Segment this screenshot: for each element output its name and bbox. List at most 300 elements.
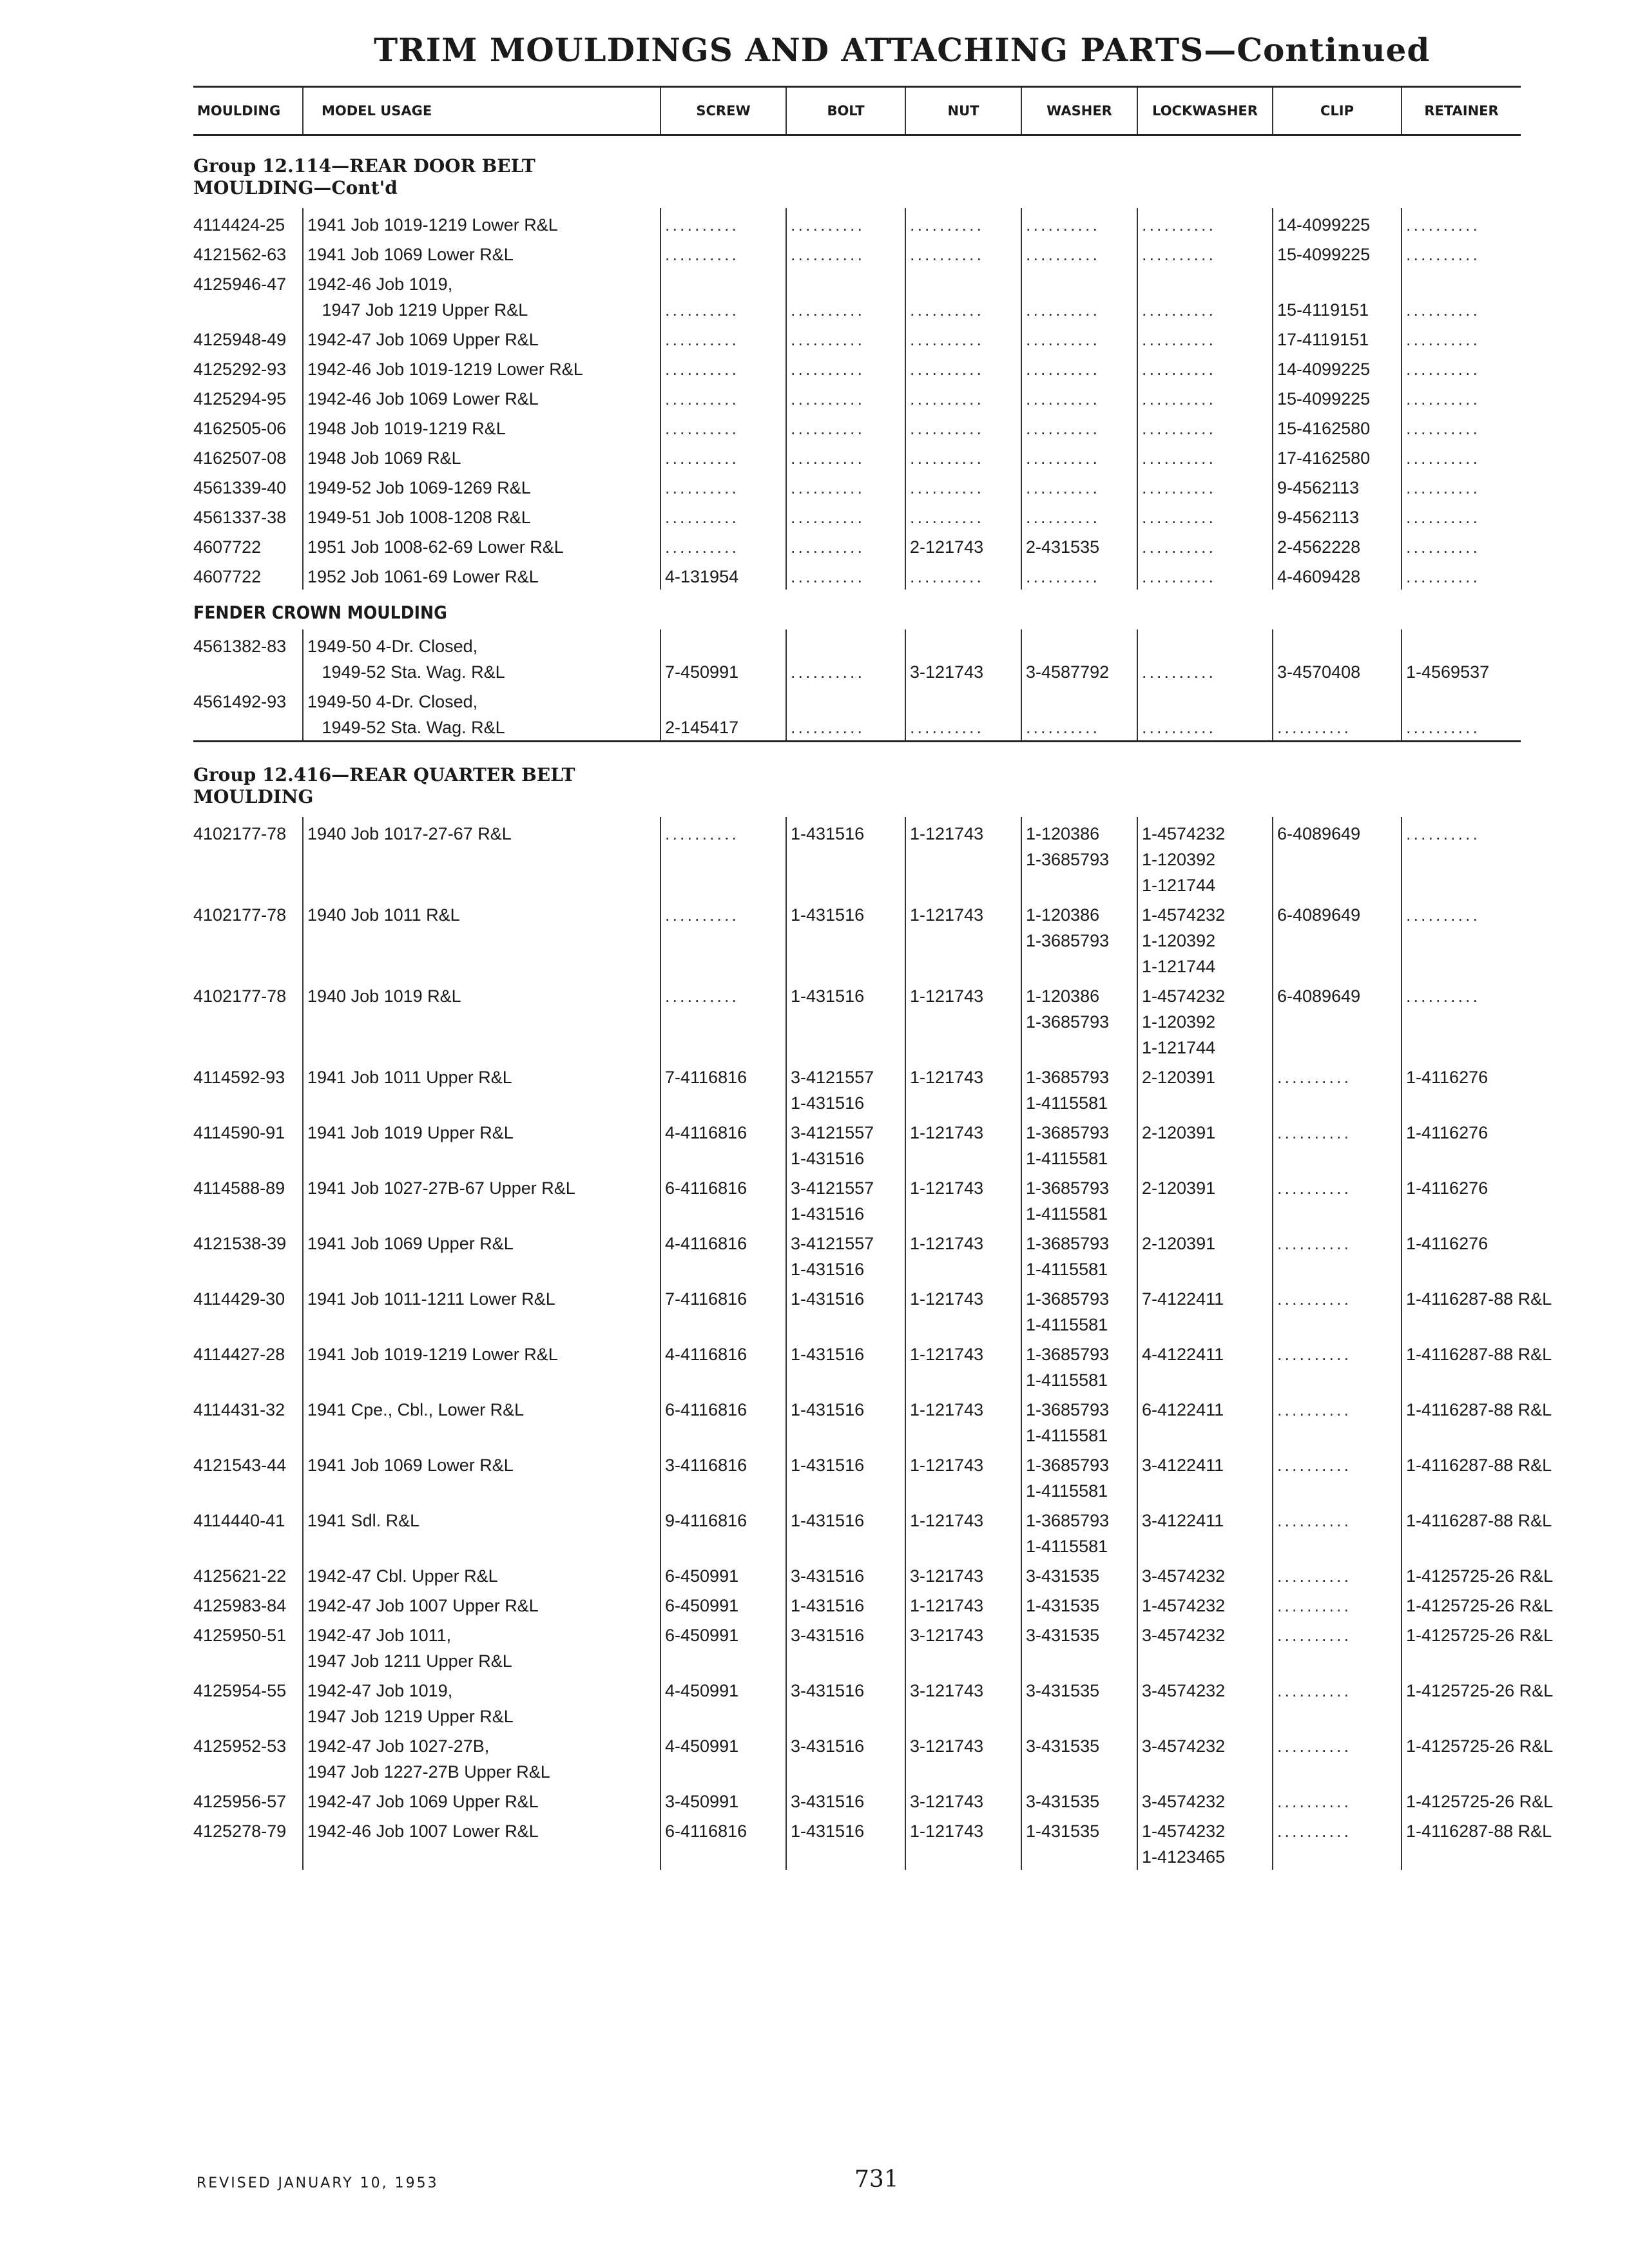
cell-retainer: ..........: [1402, 471, 1521, 501]
table-row: [193, 382, 1521, 412]
cell-retainer: ..........: [1402, 323, 1521, 352]
col-lockwasher: LOCKWASHER: [1137, 87, 1273, 135]
cell-screw: ..........: [660, 817, 786, 898]
cell-washer: ..........: [1021, 208, 1137, 238]
page-title: TRIM MOULDINGS AND ATTACHING PARTS—Continued: [374, 31, 1431, 69]
cell-bolt: 3-431516: [786, 1619, 905, 1674]
table-row: [193, 1116, 1521, 1171]
cell-screw: 7-4116816: [660, 1061, 786, 1116]
cell-bolt: 1-431516: [786, 1814, 905, 1870]
cell-washer: 1-120386 1-3685793: [1021, 817, 1137, 898]
cell-washer: ..........: [1021, 267, 1137, 323]
cell-lockwasher: 6-4122411: [1137, 1393, 1273, 1448]
table-row: [193, 1559, 1521, 1589]
cell-retainer: 1-4116276: [1402, 1116, 1521, 1171]
cell-moulding: 4125294-95: [193, 389, 287, 408]
cell-washer: ..........: [1021, 382, 1137, 412]
fender-crown-heading: [193, 590, 1521, 629]
cell-nut: 3-121743: [905, 1785, 1021, 1814]
cell-lockwasher: 2-120391: [1137, 1061, 1273, 1116]
cell-retainer: 1-4569537: [1402, 629, 1521, 685]
cell-bolt: 1-431516: [786, 1504, 905, 1559]
cell-clip: ..........: [1273, 1814, 1402, 1870]
cell-lockwasher: 1-4574232 1-120392 1-121744: [1137, 898, 1273, 979]
cell-usage: 1942-47 Cbl. Upper R&L: [303, 1559, 660, 1589]
table-row: [193, 1393, 1521, 1448]
cell-retainer: ..........: [1402, 530, 1521, 560]
cell-retainer: ..........: [1402, 898, 1521, 979]
cell-lockwasher: 1-4574232 1-4123465: [1137, 1814, 1273, 1870]
cell-lockwasher: 7-4122411: [1137, 1282, 1273, 1338]
table-row: [193, 1504, 1521, 1559]
cell-washer: ..........: [1021, 501, 1137, 530]
cell-nut: 1-121743: [905, 1589, 1021, 1619]
cell-usage: 1942-47 Job 1027-27B, 1947 Job 1227-27B Upper R&L: [303, 1729, 660, 1785]
cell-retainer: ..........: [1402, 501, 1521, 530]
cell-nut: 3-121743: [905, 1674, 1021, 1729]
cell-nut: ..........: [905, 208, 1021, 238]
cell-bolt: 1-431516: [786, 1338, 905, 1393]
cell-bolt: ..........: [786, 382, 905, 412]
cell-moulding: 4114592-93: [193, 1068, 285, 1087]
cell-moulding: 4114590-91: [193, 1123, 285, 1142]
cell-usage: 1949-51 Job 1008-1208 R&L: [303, 501, 660, 530]
cell-screw: 4-4116816: [660, 1338, 786, 1393]
cell-nut: 1-121743: [905, 898, 1021, 979]
cell-screw: ..........: [660, 352, 786, 382]
cell-clip: 9-4562113: [1273, 471, 1402, 501]
table-row: [193, 1061, 1521, 1116]
cell-retainer: ..........: [1402, 352, 1521, 382]
group-heading-12-114: [193, 135, 1521, 209]
cell-bolt: ..........: [786, 471, 905, 501]
cell-washer: 1-3685793 1-4115581: [1021, 1393, 1137, 1448]
cell-usage: 1949-50 4-Dr. Closed, 1949-52 Sta. Wag. R&L: [303, 685, 660, 742]
cell-screw: 9-4116816: [660, 1504, 786, 1559]
table-row: [193, 238, 1521, 267]
cell-washer: 1-3685793 1-4115581: [1021, 1448, 1137, 1504]
cell-bolt: ..........: [786, 560, 905, 590]
cell-lockwasher: ..........: [1137, 530, 1273, 560]
cell-lockwasher: 3-4122411: [1137, 1504, 1273, 1559]
cell-nut: ..........: [905, 471, 1021, 501]
cell-moulding: 4102177-78: [193, 824, 287, 843]
cell-clip: ..........: [1273, 1338, 1402, 1393]
cell-moulding: 4121538-39: [193, 1234, 287, 1253]
cell-washer: 3-431535: [1021, 1559, 1137, 1589]
cell-lockwasher: 3-4574232: [1137, 1619, 1273, 1674]
cell-lockwasher: ..........: [1137, 352, 1273, 382]
cell-retainer: ..........: [1402, 382, 1521, 412]
cell-nut: 3-121743: [905, 1619, 1021, 1674]
cell-retainer: 1-4116287-88 R&L: [1402, 1504, 1521, 1559]
cell-clip: 3-4570408: [1273, 629, 1402, 685]
cell-washer: ..........: [1021, 238, 1137, 267]
cell-nut: 1-121743: [905, 1393, 1021, 1448]
cell-usage: 1942-47 Job 1011, 1947 Job 1211 Upper R&L: [303, 1619, 660, 1674]
table-row: [193, 208, 1521, 238]
table-row: [193, 1171, 1521, 1227]
table-row: [193, 323, 1521, 352]
cell-retainer: 1-4116276: [1402, 1227, 1521, 1282]
cell-lockwasher: ..........: [1137, 412, 1273, 441]
cell-bolt: 1-431516: [786, 1448, 905, 1504]
cell-retainer: ..........: [1402, 208, 1521, 238]
table-row: [193, 1785, 1521, 1814]
cell-clip: 2-4562228: [1273, 530, 1402, 560]
table-row: [193, 1729, 1521, 1785]
cell-washer: 1-431535: [1021, 1589, 1137, 1619]
cell-screw: ..........: [660, 208, 786, 238]
cell-clip: 4-4609428: [1273, 560, 1402, 590]
cell-moulding: 4125292-93: [193, 360, 287, 379]
table-row: [193, 530, 1521, 560]
cell-screw: ..........: [660, 530, 786, 560]
cell-lockwasher: ..........: [1137, 501, 1273, 530]
cell-screw: ..........: [660, 267, 786, 323]
cell-usage: 1942-47 Job 1069 Upper R&L: [303, 1785, 660, 1814]
cell-retainer: ..........: [1402, 238, 1521, 267]
cell-washer: ..........: [1021, 685, 1137, 742]
cell-washer: 1-120386 1-3685793: [1021, 979, 1137, 1061]
cell-nut: 3-121743: [905, 1559, 1021, 1589]
cell-retainer: ..........: [1402, 441, 1521, 471]
col-clip: CLIP: [1273, 87, 1402, 135]
cell-clip: ..........: [1273, 685, 1402, 742]
col-retainer: RETAINER: [1402, 87, 1521, 135]
cell-bolt: 1-431516: [786, 817, 905, 898]
cell-nut: 1-121743: [905, 1116, 1021, 1171]
cell-clip: 6-4089649: [1273, 979, 1402, 1061]
cell-moulding: 4114427-28: [193, 1345, 285, 1364]
cell-clip: ..........: [1273, 1448, 1402, 1504]
cell-bolt: 3-431516: [786, 1785, 905, 1814]
cell-clip: ..........: [1273, 1589, 1402, 1619]
cell-washer: ..........: [1021, 352, 1137, 382]
cell-retainer: 1-4116287-88 R&L: [1402, 1814, 1521, 1870]
parts-table: [193, 86, 1554, 1870]
cell-nut: 3-121743: [905, 1729, 1021, 1785]
cell-screw: ..........: [660, 979, 786, 1061]
table-row: [193, 1448, 1521, 1504]
cell-lockwasher: ..........: [1137, 441, 1273, 471]
cell-nut: 1-121743: [905, 817, 1021, 898]
cell-retainer: 1-4125725-26 R&L: [1402, 1729, 1521, 1785]
cell-screw: 6-450991: [660, 1619, 786, 1674]
cell-washer: 1-3685793 1-4115581: [1021, 1504, 1137, 1559]
cell-clip: ..........: [1273, 1504, 1402, 1559]
cell-retainer: ..........: [1402, 685, 1521, 742]
cell-usage: 1940 Job 1011 R&L: [303, 898, 660, 979]
cell-clip: ..........: [1273, 1559, 1402, 1589]
cell-retainer: ..........: [1402, 817, 1521, 898]
table-row: [193, 1589, 1521, 1619]
cell-moulding: 4125946-47: [193, 274, 287, 294]
col-screw: SCREW: [660, 87, 786, 135]
cell-retainer: 1-4125725-26 R&L: [1402, 1619, 1521, 1674]
cell-moulding: 4125278-79: [193, 1821, 287, 1841]
cell-clip: ..........: [1273, 1116, 1402, 1171]
cell-nut: 2-121743: [905, 530, 1021, 560]
table-row: [193, 685, 1521, 742]
cell-clip: 15-4119151: [1273, 267, 1402, 323]
cell-bolt: ..........: [786, 629, 905, 685]
cell-bolt: 3-4121557 1-431516: [786, 1227, 905, 1282]
cell-lockwasher: 3-4122411: [1137, 1448, 1273, 1504]
cell-washer: ..........: [1021, 412, 1137, 441]
cell-screw: 3-450991: [660, 1785, 786, 1814]
cell-nut: ..........: [905, 238, 1021, 267]
cell-lockwasher: ..........: [1137, 267, 1273, 323]
cell-usage: 1941 Job 1069 Lower R&L: [303, 238, 660, 267]
cell-nut: 1-121743: [905, 1061, 1021, 1116]
cell-bolt: 1-431516: [786, 1282, 905, 1338]
cell-moulding: 4607722: [193, 537, 262, 557]
cell-lockwasher: 2-120391: [1137, 1116, 1273, 1171]
cell-lockwasher: 3-4574232: [1137, 1559, 1273, 1589]
cell-usage: 1941 Job 1069 Upper R&L: [303, 1227, 660, 1282]
cell-washer: 1-3685793 1-4115581: [1021, 1227, 1137, 1282]
cell-clip: 14-4099225: [1273, 208, 1402, 238]
cell-moulding: 4561492-93: [193, 692, 287, 711]
cell-usage: 1942-46 Job 1007 Lower R&L: [303, 1814, 660, 1870]
cell-retainer: 1-4116276: [1402, 1061, 1521, 1116]
cell-washer: 1-3685793 1-4115581: [1021, 1116, 1137, 1171]
table-row: [193, 817, 1521, 898]
cell-moulding: 4162505-06: [193, 419, 287, 438]
cell-washer: 1-3685793 1-4115581: [1021, 1282, 1137, 1338]
table-row: [193, 1282, 1521, 1338]
col-bolt: BOLT: [786, 87, 905, 135]
cell-bolt: ..........: [786, 267, 905, 323]
cell-nut: 1-121743: [905, 1814, 1021, 1870]
cell-usage: 1941 Job 1027-27B-67 Upper R&L: [303, 1171, 660, 1227]
cell-screw: 4-4116816: [660, 1116, 786, 1171]
cell-nut: ..........: [905, 267, 1021, 323]
table-row: [193, 1814, 1521, 1870]
cell-nut: 3-121743: [905, 629, 1021, 685]
cell-bolt: 3-4121557 1-431516: [786, 1116, 905, 1171]
cell-screw: ..........: [660, 471, 786, 501]
cell-screw: ..........: [660, 238, 786, 267]
cell-moulding: 4561337-38: [193, 508, 287, 527]
cell-bolt: ..........: [786, 352, 905, 382]
cell-moulding: 4125948-49: [193, 330, 287, 349]
table-row: [193, 1674, 1521, 1729]
cell-moulding: 4102177-78: [193, 905, 287, 925]
cell-retainer: 1-4116287-88 R&L: [1402, 1393, 1521, 1448]
cell-bolt: ..........: [786, 238, 905, 267]
cell-usage: 1941 Job 1011-1211 Lower R&L: [303, 1282, 660, 1338]
cell-moulding: 4125956-57: [193, 1792, 287, 1811]
cell-moulding: 4162507-08: [193, 448, 287, 468]
cell-bolt: ..........: [786, 412, 905, 441]
cell-bolt: 1-431516: [786, 979, 905, 1061]
cell-screw: ..........: [660, 441, 786, 471]
cell-lockwasher: 1-4574232: [1137, 1589, 1273, 1619]
cell-screw: ..........: [660, 501, 786, 530]
cell-nut: 1-121743: [905, 1448, 1021, 1504]
cell-clip: 15-4099225: [1273, 382, 1402, 412]
cell-moulding: 4114588-89: [193, 1178, 285, 1198]
cell-usage: 1941 Job 1019 Upper R&L: [303, 1116, 660, 1171]
table-row: [193, 898, 1521, 979]
group-heading-12-416-text: Group 12.416—REAR QUARTER BELT MOULDING: [193, 742, 1521, 818]
cell-retainer: 1-4125725-26 R&L: [1402, 1785, 1521, 1814]
cell-bolt: 3-431516: [786, 1674, 905, 1729]
cell-bolt: ..........: [786, 441, 905, 471]
cell-bolt: 3-4121557 1-431516: [786, 1061, 905, 1116]
cell-screw: ..........: [660, 412, 786, 441]
cell-lockwasher: 3-4574232: [1137, 1729, 1273, 1785]
cell-moulding: 4114424-25: [193, 215, 285, 235]
cell-moulding: 4121562-63: [193, 245, 287, 264]
cell-moulding: 4607722: [193, 567, 262, 586]
cell-screw: ..........: [660, 382, 786, 412]
cell-screw: 4-450991: [660, 1729, 786, 1785]
table-row: [193, 267, 1521, 323]
cell-washer: ..........: [1021, 471, 1137, 501]
table-row: [193, 1227, 1521, 1282]
cell-lockwasher: 1-4574232 1-120392 1-121744: [1137, 979, 1273, 1061]
cell-nut: ..........: [905, 501, 1021, 530]
cell-nut: 1-121743: [905, 1227, 1021, 1282]
cell-retainer: 1-4125725-26 R&L: [1402, 1559, 1521, 1589]
cell-washer: 1-3685793 1-4115581: [1021, 1171, 1137, 1227]
cell-washer: 3-431535: [1021, 1674, 1137, 1729]
cell-moulding: 4114440-41: [193, 1511, 285, 1530]
column-header-row: [193, 87, 1521, 135]
cell-moulding: 4125952-53: [193, 1736, 287, 1756]
cell-moulding: 4102177-78: [193, 986, 287, 1006]
cell-retainer: 1-4116276: [1402, 1171, 1521, 1227]
cell-screw: 6-450991: [660, 1589, 786, 1619]
cell-moulding: 4561339-40: [193, 478, 287, 497]
cell-moulding: 4125983-84: [193, 1596, 287, 1615]
cell-screw: 7-450991: [660, 629, 786, 685]
cell-usage: 1948 Job 1019-1219 R&L: [303, 412, 660, 441]
cell-usage: 1941 Job 1011 Upper R&L: [303, 1061, 660, 1116]
cell-usage: 1942-47 Job 1069 Upper R&L: [303, 323, 660, 352]
table-row: [193, 352, 1521, 382]
cell-nut: ..........: [905, 560, 1021, 590]
page-number: 731: [854, 2166, 899, 2193]
cell-bolt: ..........: [786, 530, 905, 560]
cell-screw: 6-4116816: [660, 1814, 786, 1870]
col-model-usage: MODEL USAGE: [303, 87, 660, 135]
cell-screw: 4-131954: [660, 560, 786, 590]
cell-clip: 14-4099225: [1273, 352, 1402, 382]
cell-usage: 1942-47 Job 1019, 1947 Job 1219 Upper R&L: [303, 1674, 660, 1729]
cell-nut: 1-121743: [905, 1171, 1021, 1227]
cell-clip: ..........: [1273, 1785, 1402, 1814]
cell-moulding: 4121543-44: [193, 1456, 287, 1475]
revised-date: REVISED JANUARY 10, 1953: [197, 2175, 439, 2191]
cell-screw: 4-4116816: [660, 1227, 786, 1282]
cell-usage: 1942-46 Job 1019-1219 Lower R&L: [303, 352, 660, 382]
cell-bolt: 3-4121557 1-431516: [786, 1171, 905, 1227]
cell-retainer: ..........: [1402, 979, 1521, 1061]
cell-retainer: 1-4116287-88 R&L: [1402, 1448, 1521, 1504]
cell-bolt: ..........: [786, 323, 905, 352]
cell-bolt: ..........: [786, 685, 905, 742]
cell-lockwasher: ..........: [1137, 685, 1273, 742]
cell-washer: 1-3685793 1-4115581: [1021, 1338, 1137, 1393]
cell-usage: 1940 Job 1019 R&L: [303, 979, 660, 1061]
table-row: [193, 471, 1521, 501]
cell-washer: ..........: [1021, 560, 1137, 590]
cell-moulding: 4114431-32: [193, 1400, 285, 1419]
cell-nut: 1-121743: [905, 979, 1021, 1061]
cell-nut: ..........: [905, 382, 1021, 412]
col-nut: NUT: [905, 87, 1021, 135]
cell-retainer: ..........: [1402, 267, 1521, 323]
cell-usage: 1949-50 4-Dr. Closed, 1949-52 Sta. Wag. R&L: [303, 629, 660, 685]
table-row: [193, 979, 1521, 1061]
fender-crown-heading-text: FENDER CROWN MOULDING: [193, 602, 447, 623]
cell-screw: 2-145417: [660, 685, 786, 742]
cell-bolt: ..........: [786, 501, 905, 530]
col-washer: WASHER: [1021, 87, 1137, 135]
cell-lockwasher: 2-120391: [1137, 1227, 1273, 1282]
cell-clip: 6-4089649: [1273, 817, 1402, 898]
cell-clip: ..........: [1273, 1393, 1402, 1448]
cell-clip: ..........: [1273, 1171, 1402, 1227]
cell-screw: 4-450991: [660, 1674, 786, 1729]
cell-clip: ..........: [1273, 1061, 1402, 1116]
cell-lockwasher: ..........: [1137, 238, 1273, 267]
cell-clip: ..........: [1273, 1282, 1402, 1338]
cell-lockwasher: 4-4122411: [1137, 1338, 1273, 1393]
cell-moulding: 4125950-51: [193, 1626, 287, 1645]
cell-nut: 1-121743: [905, 1282, 1021, 1338]
table-row: [193, 629, 1521, 685]
cell-retainer: 1-4116287-88 R&L: [1402, 1282, 1521, 1338]
cell-screw: ..........: [660, 323, 786, 352]
cell-lockwasher: 3-4574232: [1137, 1785, 1273, 1814]
cell-retainer: ..........: [1402, 412, 1521, 441]
cell-washer: 2-431535: [1021, 530, 1137, 560]
cell-nut: ..........: [905, 323, 1021, 352]
cell-usage: 1940 Job 1017-27-67 R&L: [303, 817, 660, 898]
cell-clip: 6-4089649: [1273, 898, 1402, 979]
cell-moulding: 4114429-30: [193, 1289, 285, 1309]
cell-lockwasher: ..........: [1137, 208, 1273, 238]
col-moulding: MOULDING: [193, 87, 303, 135]
cell-clip: ..........: [1273, 1619, 1402, 1674]
cell-usage: 1949-52 Job 1069-1269 R&L: [303, 471, 660, 501]
cell-washer: 1-431535: [1021, 1814, 1137, 1870]
cell-washer: 1-3685793 1-4115581: [1021, 1061, 1137, 1116]
cell-lockwasher: ..........: [1137, 382, 1273, 412]
cell-screw: ..........: [660, 898, 786, 979]
cell-lockwasher: 2-120391: [1137, 1171, 1273, 1227]
cell-bolt: 1-431516: [786, 1589, 905, 1619]
cell-bolt: 3-431516: [786, 1729, 905, 1785]
cell-lockwasher: ..........: [1137, 629, 1273, 685]
table-row: [193, 501, 1521, 530]
cell-moulding: 4561382-83: [193, 637, 287, 656]
cell-nut: ..........: [905, 352, 1021, 382]
cell-screw: 7-4116816: [660, 1282, 786, 1338]
cell-usage: 1941 Sdl. R&L: [303, 1504, 660, 1559]
table-row: [193, 560, 1521, 590]
cell-retainer: ..........: [1402, 560, 1521, 590]
table-row: [193, 441, 1521, 471]
cell-lockwasher: 1-4574232 1-120392 1-121744: [1137, 817, 1273, 898]
cell-usage: 1951 Job 1008-62-69 Lower R&L: [303, 530, 660, 560]
cell-lockwasher: ..........: [1137, 323, 1273, 352]
